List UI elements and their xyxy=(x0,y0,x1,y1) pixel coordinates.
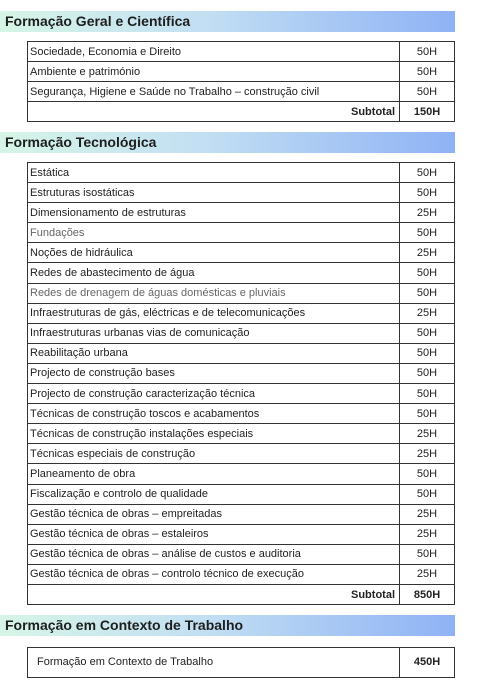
table-row xyxy=(28,183,455,203)
table-row xyxy=(28,564,455,584)
table-row xyxy=(28,504,455,524)
course-name: Ambiente e património xyxy=(28,62,400,82)
course-name: Fundações xyxy=(28,223,400,243)
table-row xyxy=(28,62,455,82)
subtotal-row xyxy=(28,584,455,604)
course-name: Projecto de construção caracterização técnica xyxy=(28,384,400,404)
subtotal-hours: 850H xyxy=(400,584,455,604)
table-row xyxy=(28,464,455,484)
course-hours: 50H xyxy=(400,163,455,183)
course-hours: 50H xyxy=(400,223,455,243)
course-hours: 50H xyxy=(400,183,455,203)
course-hours: 50H xyxy=(400,363,455,383)
subtotal-row xyxy=(28,102,455,122)
course-hours: 25H xyxy=(400,564,455,584)
course-hours: 25H xyxy=(400,243,455,263)
course-name: Técnicas de construção instalações especiais xyxy=(28,424,400,444)
course-name: Projecto de construção bases xyxy=(28,363,400,383)
table-row xyxy=(28,544,455,564)
section-header-contexto: Formação em Contexto de Trabalho xyxy=(0,615,455,636)
table-row xyxy=(28,363,455,383)
course-hours: 450H xyxy=(399,648,454,677)
table-row xyxy=(28,484,455,504)
table-row xyxy=(28,524,455,544)
course-hours: 25H xyxy=(400,444,455,464)
course-name: Infraestruturas urbanas vias de comunicação xyxy=(28,323,400,343)
table-tecnologica xyxy=(27,162,455,605)
course-name: Reabilitação urbana xyxy=(28,343,400,363)
course-name: Formação em Contexto de Trabalho xyxy=(37,656,214,668)
table-row xyxy=(28,263,455,283)
table-row xyxy=(28,243,455,263)
course-name: Gestão técnica de obras – empreitadas xyxy=(28,504,400,524)
course-name: Redes de drenagem de águas domésticas e pluviais xyxy=(28,283,400,303)
course-name: Noções de hidráulica xyxy=(28,243,400,263)
course-name: Estática xyxy=(28,163,400,183)
course-hours: 50H xyxy=(400,283,455,303)
table-row xyxy=(28,343,455,363)
table-geral xyxy=(27,41,455,122)
subtotal-label: Subtotal xyxy=(28,584,400,604)
course-hours: 50H xyxy=(400,484,455,504)
course-name: Estruturas isostáticas xyxy=(28,183,400,203)
course-hours: 25H xyxy=(400,203,455,223)
section-header-geral: Formação Geral e Científica xyxy=(0,11,455,32)
course-hours: 50H xyxy=(400,343,455,363)
subtotal-hours: 150H xyxy=(400,102,455,122)
table-row xyxy=(28,303,455,323)
section-header-tecnologica: Formação Tecnológica xyxy=(0,132,455,153)
course-hours: 50H xyxy=(400,323,455,343)
course-name: Técnicas especiais de construção xyxy=(28,444,400,464)
table-row xyxy=(28,42,455,62)
course-hours: 50H xyxy=(400,62,455,82)
course-name: Infraestruturas de gás, eléctricas e de telecomunicações xyxy=(28,303,400,323)
course-name: Fiscalização e controlo de qualidade xyxy=(28,484,400,504)
table-row xyxy=(28,384,455,404)
course-name: Gestão técnica de obras – análise de custos e auditoria xyxy=(28,544,400,564)
course-hours: 50H xyxy=(400,82,455,102)
table-row xyxy=(28,444,455,464)
course-hours: 25H xyxy=(400,424,455,444)
table-row xyxy=(28,82,455,102)
course-name: Sociedade, Economia e Direito xyxy=(28,42,400,62)
table-row xyxy=(28,424,455,444)
table-row xyxy=(28,404,455,424)
table-row xyxy=(28,163,455,183)
course-hours: 50H xyxy=(400,263,455,283)
course-name: Dimensionamento de estruturas xyxy=(28,203,400,223)
course-hours: 25H xyxy=(400,303,455,323)
table-row xyxy=(28,283,455,303)
table-row xyxy=(28,323,455,343)
subtotal-label: Subtotal xyxy=(28,102,400,122)
course-hours: 50H xyxy=(400,42,455,62)
course-name: Segurança, Higiene e Saúde no Trabalho – construção civil xyxy=(28,82,400,102)
contexto-row xyxy=(27,647,455,678)
course-hours: 50H xyxy=(400,404,455,424)
course-hours: 25H xyxy=(400,524,455,544)
course-name: Redes de abastecimento de água xyxy=(28,263,400,283)
course-name: Técnicas de construção toscos e acabamentos xyxy=(28,404,400,424)
course-name: Planeamento de obra xyxy=(28,464,400,484)
course-hours: 50H xyxy=(400,464,455,484)
course-name: Gestão técnica de obras – controlo técnico de execução xyxy=(28,564,400,584)
table-row xyxy=(28,203,455,223)
course-name: Gestão técnica de obras – estaleiros xyxy=(28,524,400,544)
course-hours: 50H xyxy=(400,384,455,404)
table-row xyxy=(28,223,455,243)
course-hours: 25H xyxy=(400,504,455,524)
course-hours: 50H xyxy=(400,544,455,564)
